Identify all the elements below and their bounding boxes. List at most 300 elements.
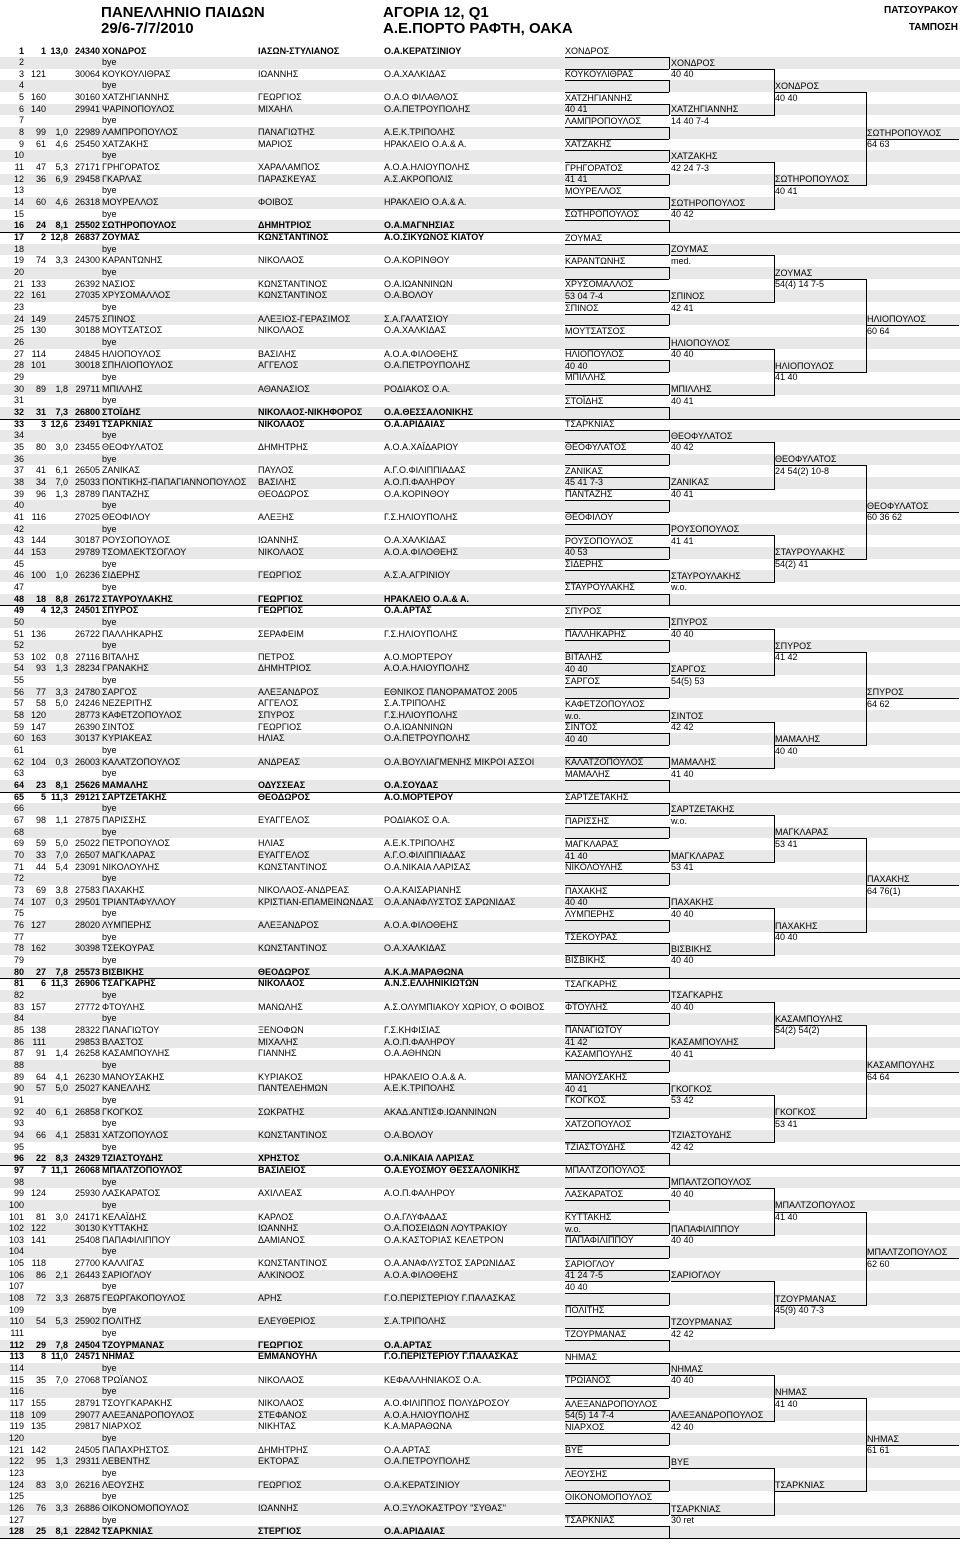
points: 3,0 <box>55 1211 68 1222</box>
bracket-line <box>669 1107 670 1119</box>
rank: 2 <box>40 232 46 243</box>
draw-position: 69 <box>13 838 24 849</box>
bracket-line <box>565 1375 669 1376</box>
player-surname: ΓΡΑΝΑΚΗΣ <box>102 663 149 674</box>
round1-winner: 41 40 <box>565 850 588 861</box>
draw-row <box>0 897 960 909</box>
draw-row <box>0 524 960 536</box>
license-id: 22989 <box>74 127 100 138</box>
player-surname: bye <box>102 675 117 686</box>
points: 3,3 <box>55 1503 68 1513</box>
bracket-line <box>671 302 775 303</box>
license-id: 24246 <box>74 698 100 709</box>
player-surname: bye <box>102 954 117 965</box>
player-surname: bye <box>102 1491 117 1502</box>
bracket-line <box>669 220 670 232</box>
draw-position: 123 <box>8 1468 24 1479</box>
bracket-line <box>775 652 867 653</box>
draw-position: 85 <box>13 1024 24 1035</box>
round1-winner: ΛΑΜΠΡΟΠΟΥΛΟΣ <box>565 115 641 126</box>
player-firstname: ΠΑΝΤΕΛΕΗΜΩΝ <box>258 1083 328 1094</box>
round1-winner: ΘΕΟΦΙΛΟΥ <box>565 512 614 523</box>
bracket-line <box>669 1246 670 1258</box>
license-id: 29853 <box>74 1036 100 1047</box>
bracket-line <box>671 442 775 443</box>
round1-winner: 53 04 7-4 <box>565 290 604 301</box>
draw-position: 2 <box>18 57 24 68</box>
player-club: Α.Ο.Α.ΗΛΙΟΥΠΟΛΗΣ <box>384 162 470 173</box>
player-club: Ο.Α.ΑΡΤΑΣ <box>384 1339 432 1350</box>
round1-winner: ΧΑΤΖΗΓΙΑΝΝΗΣ <box>565 92 633 103</box>
bracket-line <box>565 617 669 618</box>
player-club: Ο.Α.ΓΛΥΦΑΔΑΣ <box>384 1211 448 1222</box>
license-id: 25502 <box>74 220 100 231</box>
bracket-line <box>565 1526 669 1527</box>
draw-position: 14 <box>13 197 24 208</box>
license-id: 30137 <box>74 733 100 744</box>
bracket-line <box>565 1177 669 1178</box>
draw-position: 102 <box>8 1223 24 1234</box>
round1-score: 40 40 <box>671 349 694 360</box>
player-firstname: ΑΘΑΝΑΣΙΟΣ <box>258 383 310 394</box>
draw-row <box>0 1328 960 1340</box>
draw-position: 9 <box>18 138 24 149</box>
draw-row <box>0 1270 960 1282</box>
round1-winner: 40 40 <box>565 663 588 674</box>
draw-position: 96 <box>13 1153 24 1164</box>
points: 4,6 <box>55 138 68 149</box>
rank: 3 <box>40 418 46 429</box>
bracket-line <box>669 733 670 745</box>
bracket-line <box>565 722 669 723</box>
bracket-line <box>671 862 775 863</box>
player-firstname: ΒΑΣΙΛΕΙΟΣ <box>258 1164 306 1175</box>
player-firstname: ΝΙΚΟΛΑΟΣ <box>258 546 304 557</box>
bracket-line <box>669 710 670 722</box>
rank: 59 <box>35 838 46 849</box>
player-surname: ΠΑΧΑΚΗΣ <box>102 885 145 896</box>
bracket-line <box>775 1212 867 1213</box>
player-firstname: ΙΩΑΝΝΗΣ <box>258 1503 299 1513</box>
draw-position: 70 <box>13 850 24 861</box>
rank: 130 <box>30 325 46 336</box>
draw-position: 101 <box>8 1211 24 1222</box>
license-id: 27116 <box>75 651 100 662</box>
bracket-line <box>565 419 669 420</box>
bracket-line <box>565 407 669 408</box>
bracket-line <box>565 127 669 128</box>
draw-position: 11 <box>14 162 24 173</box>
rank: 142 <box>30 1444 46 1455</box>
bracket-line <box>669 1083 670 1095</box>
round1-winner: ΛΕΟΥΣΗΣ <box>565 1468 608 1479</box>
round1-score: 40 40 <box>671 1188 694 1199</box>
rank: 22 <box>35 1153 46 1164</box>
rank: 41 <box>35 465 46 476</box>
player-surname: ΠΑΡΙΣΣΗΣ <box>102 815 147 826</box>
player-firstname: ΔΑΜΙΑΝΟΣ <box>258 1234 306 1245</box>
round1-winner: 40 41 <box>565 104 588 115</box>
bracket-line <box>565 1223 669 1224</box>
draw-row <box>0 792 960 804</box>
round1-winner: ΤΖΙΑΣΤΟΥΔΗΣ <box>565 1142 626 1153</box>
player-surname: bye <box>102 1363 117 1374</box>
bracket-line <box>565 104 669 105</box>
round4-score: 60 64 <box>867 325 890 336</box>
player-surname: bye <box>102 1433 117 1444</box>
player-firstname: ΒΑΣΙΛΗΣ <box>258 476 297 487</box>
rank: 33 <box>35 850 46 861</box>
draw-position: 56 <box>13 686 24 697</box>
player-surname: bye <box>102 1176 117 1187</box>
player-club: Γ.Σ.ΗΛΙΟΥΠΟΛΗΣ <box>384 511 458 522</box>
player-firstname: ΣΕΡΑΦΕΙΜ <box>258 628 304 639</box>
draw-row <box>0 605 960 617</box>
draw-position: 117 <box>9 1398 24 1409</box>
round1-winner: ΧΡΥΣΟΜΑΛΛΟΣ <box>565 279 634 290</box>
bracket-line <box>669 1410 670 1422</box>
player-firstname: ΓΕΩΡΓΙΟΣ <box>258 92 302 103</box>
draw-row <box>0 1281 960 1293</box>
player-surname: ΚΑΝΕΛΛΗΣ <box>102 1083 151 1094</box>
draw-position: 119 <box>9 1421 24 1432</box>
license-id: 25626 <box>74 780 100 791</box>
referee-label-2: ΤΑΜΠΟΣΗ <box>908 22 958 33</box>
draw-row <box>0 1142 960 1154</box>
player-firstname: ΧΡΗΣΤΟΣ <box>258 1153 300 1164</box>
player-surname: ΛΥΜΠΕΡΗΣ <box>102 920 152 930</box>
player-surname: ΣΤΑΥΡΟΥΛΑΚΗΣ <box>102 593 173 604</box>
rank: 98 <box>35 815 46 826</box>
bracket-line <box>565 220 669 221</box>
points: 5,0 <box>55 1083 68 1094</box>
player-club: ΗΡΑΚΛΕΙΟ Ο.Α.& Α. <box>384 197 467 208</box>
bracket-line <box>565 908 669 909</box>
bracket-line <box>671 69 775 70</box>
round1-winner: ΟΙΚΟΝΟΜΟΠΟΥΛΟΣ <box>565 1491 653 1502</box>
round3-score: 41 40 <box>775 1212 798 1222</box>
player-firstname: ΣΤΕΦΑΝΟΣ <box>258 1409 308 1420</box>
player-firstname: ΑΓΓΕΛΟΣ <box>258 698 299 709</box>
bracket-line <box>565 1235 669 1236</box>
round3-winner: ΜΑΜΑΛΗΣ <box>775 733 821 744</box>
bracket-line <box>565 687 669 688</box>
player-surname: bye <box>102 1118 117 1129</box>
draw-row <box>0 1083 960 1095</box>
bracket-line <box>565 1421 669 1422</box>
points: 4,1 <box>55 1071 68 1082</box>
rank: 76 <box>35 1503 46 1513</box>
player-surname: ΜΟΥΤΣΑΤΣΟΣ <box>102 325 163 336</box>
points: 5,3 <box>55 162 68 173</box>
player-surname: bye <box>102 150 117 161</box>
round2-winner: ΖΟΥΜΑΣ <box>671 244 709 255</box>
rank: 116 <box>31 511 46 522</box>
draw-position: 113 <box>9 1351 24 1362</box>
bracket-line <box>669 454 670 466</box>
player-surname: ΣΑΡΙΟΓΛΟΥ <box>102 1269 152 1280</box>
player-club: ΗΡΑΚΛΕΙΟ Ο.Α.& Α. <box>384 138 467 149</box>
points: 3,0 <box>55 1479 68 1490</box>
draw-row <box>0 1165 960 1177</box>
points: 12,8 <box>50 232 68 243</box>
license-id: 25408 <box>74 1234 100 1245</box>
bracket-line <box>565 1095 669 1096</box>
bracket-line <box>669 967 670 979</box>
referee-label: ΠΑΤΣΟΥΡΑΚΟΥ <box>884 5 958 16</box>
player-firstname: ΕΚΤΟΡΑΣ <box>258 1456 300 1467</box>
player-surname: ΝΗΜΑΣ <box>102 1351 135 1362</box>
player-club: Α.Ο.ΞΥΛΟΚΑΣΤΡΟΥ "ΣΥΘΑΣ" <box>384 1503 506 1513</box>
player-club: Γ.Σ.ΗΛΙΟΥΠΟΛΗΣ <box>384 710 458 721</box>
player-club: Γ.Ο.ΠΕΡΙΣΤΕΡΙΟΥ Γ.ΠΑΛΑΣΚΑΣ <box>384 1293 516 1304</box>
draw-position: 92 <box>13 1106 24 1117</box>
rank: 35 <box>35 1374 46 1385</box>
round1-winner: 40 40 <box>565 897 588 908</box>
player-surname: bye <box>102 337 117 347</box>
points: 7,0 <box>55 1374 68 1385</box>
rank: 31 <box>35 406 46 417</box>
round1-winner: ΗΛΙΟΠΟΥΛΟΣ <box>565 349 624 360</box>
round1-winner: ΤΡΩΪΑΝΟΣ <box>565 1375 611 1386</box>
round2-winner: ΤΣΑΡΚΝΙΑΣ <box>671 1503 721 1514</box>
bracket-line <box>671 1328 775 1329</box>
player-surname: bye <box>102 640 117 651</box>
player-surname: ΠΟΛΙΤΗΣ <box>102 1316 142 1327</box>
draw-position: 57 <box>13 698 24 709</box>
player-club: Ο.Α.ΑΡΙΔΑΙΑΣ <box>384 1526 445 1537</box>
player-surname: ΝΙΑΡΧΟΣ <box>102 1421 142 1432</box>
player-surname: bye <box>102 581 117 592</box>
player-club: Α.Ε.Κ.ΤΡΙΠΟΛΗΣ <box>384 1083 455 1094</box>
round1-winner: ΖΟΥΜΑΣ <box>565 232 603 243</box>
draw-position: 40 <box>13 500 24 511</box>
round3-score: 53 41 <box>775 838 798 849</box>
license-id: 28322 <box>74 1024 100 1035</box>
draw-row <box>0 419 960 431</box>
bracket-line <box>565 512 669 513</box>
draw-row <box>0 885 960 897</box>
license-id: 28791 <box>74 1398 100 1409</box>
player-firstname: ΝΙΚΗΤΑΣ <box>258 1421 296 1432</box>
draw-row <box>0 629 960 641</box>
bracket-line <box>565 1107 669 1108</box>
bracket-line <box>565 1433 669 1434</box>
round1-winner: ΒΙΣΒΙΚΗΣ <box>565 955 606 966</box>
player-surname: ΖΑΝΙΚΑΣ <box>102 465 141 476</box>
draw-position: 109 <box>8 1304 24 1315</box>
draw-position: 90 <box>13 1083 24 1094</box>
draw-row <box>0 675 960 687</box>
round1-winner: ΚΑΡΑΝΤΩΝΗΣ <box>565 255 626 266</box>
tournament-dates: 29/6-7/7/2010 <box>101 20 194 37</box>
round1-winner: ΑΛΕΞΑΝΔΡΟΠΟΥΛΟΣ <box>565 1398 658 1409</box>
player-club: Ο.Α.ΚΕΡΑΤΣΙΝΙΟΥ <box>384 1479 460 1490</box>
bracket-line <box>867 512 959 513</box>
player-club: Ο.Α.ΧΑΛΚΙΔΑΣ <box>384 535 447 546</box>
player-firstname: ΜΙΧΑΛΗΣ <box>258 1036 299 1047</box>
round4-winner: ΚΑΣΑΜΠΟΥΛΗΣ <box>867 1060 935 1071</box>
draw-position: 54 <box>13 663 24 674</box>
draw-row <box>0 908 960 920</box>
player-club: Α.Ο.Α.ΦΙΛΟΘΕΗΣ <box>384 546 459 557</box>
rank: 104 <box>30 756 46 767</box>
bracket-line <box>565 675 669 676</box>
player-surname: bye <box>102 302 117 313</box>
rank: 157 <box>30 1001 46 1012</box>
draw-position: 87 <box>13 1048 24 1059</box>
draw-position: 122 <box>8 1456 24 1467</box>
bracket-line <box>565 1037 669 1038</box>
rank: 5 <box>40 791 46 802</box>
bracket-line <box>565 862 669 863</box>
license-id: 24504 <box>74 1339 100 1350</box>
points: 8,8 <box>55 593 68 604</box>
bracket-line <box>565 559 669 560</box>
draw-row <box>0 1002 960 1014</box>
round1-winner: ΠΑΝΑΓΙΩΤΟΥ <box>565 1025 623 1036</box>
player-surname: ΛΑΜΠΡΟΠΟΥΛΟΣ <box>102 127 178 138</box>
player-club: Α.Σ.Α.ΑΓΡΙΝΙΟΥ <box>384 570 451 581</box>
points: 5,4 <box>55 861 68 872</box>
round1-winner: ΣΩΤΗΡΟΠΟΥΛΟΣ <box>565 209 640 220</box>
player-firstname: ΝΙΚΟΛΑΟΣ <box>258 1374 304 1385</box>
bracket-line <box>775 1305 867 1306</box>
draw-position: 115 <box>9 1374 24 1385</box>
player-surname: ΘΕΟΦΙΛΟΥ <box>102 511 151 522</box>
round3-score: 24 54(2) 10-8 <box>775 465 830 476</box>
round2-winner: ΡΟΥΣΟΠΟΥΛΟΣ <box>671 524 740 535</box>
round3-winner: ΚΑΣΑΜΠΟΥΛΗΣ <box>775 1013 843 1024</box>
bracket-line <box>669 1480 670 1492</box>
round1-score: 42 41 <box>671 302 694 313</box>
rank: 91 <box>35 1048 46 1059</box>
player-club: Γ.Σ.ΗΛΙΟΥΠΟΛΗΣ <box>384 628 458 639</box>
points: 0,3 <box>55 756 68 767</box>
draw-position: 60 <box>13 733 24 744</box>
draw-position: 79 <box>13 954 24 965</box>
round3-score: 54(4) 14 7-5 <box>775 279 825 290</box>
player-surname: bye <box>102 1386 117 1397</box>
player-firstname: ΒΑΣΙΛΗΣ <box>258 348 297 359</box>
draw-row <box>0 873 960 885</box>
round1-winner: ΜΟΥΡΕΛΛΟΣ <box>565 185 622 196</box>
license-id: 29121 <box>74 791 100 802</box>
draw-row <box>0 1491 960 1503</box>
draw-position: 86 <box>13 1036 24 1047</box>
draw-row <box>0 1258 960 1270</box>
player-surname: ΓΡΗΓΟΡΑΤΟΣ <box>102 162 160 173</box>
player-firstname: ΘΕΟΔΩΡΟΣ <box>258 791 310 802</box>
round1-winner: w.o. <box>565 1223 582 1234</box>
bracket-line <box>671 395 775 396</box>
draw-position: 25 <box>13 325 24 336</box>
round1-winner: ΓΚΟΓΚΟΣ <box>565 1095 606 1106</box>
rank: 100 <box>30 570 46 581</box>
player-surname: bye <box>102 395 117 406</box>
draw-position: 8 <box>18 127 24 138</box>
bracket-line <box>669 1153 670 1165</box>
round1-winner: 45 41 7-3 <box>565 477 604 488</box>
rank: 114 <box>31 348 46 359</box>
draw-row <box>0 757 960 769</box>
round1-winner: ΘΕΟΦΥΛΑΤΟΣ <box>565 442 627 453</box>
draw-position: 15 <box>13 208 24 219</box>
draw-row <box>0 325 960 337</box>
bracket-line <box>669 570 670 582</box>
draw-row <box>0 1235 960 1247</box>
draw-position: 34 <box>13 430 24 441</box>
draw-row <box>0 768 960 780</box>
round1-winner: ΓΡΗΓΟΡΑΤΟΣ <box>565 162 623 173</box>
player-surname: ΚΑΡΑΝΤΩΝΗΣ <box>102 255 163 266</box>
draw-row <box>0 1375 960 1387</box>
rank: 124 <box>30 1188 46 1199</box>
bracket-line <box>565 535 669 536</box>
points: 7,8 <box>55 966 68 977</box>
bracket-line <box>565 745 669 746</box>
player-surname: bye <box>102 500 117 511</box>
player-firstname: ΙΩΑΝΝΗΣ <box>258 1223 299 1234</box>
rank: 155 <box>30 1398 46 1409</box>
bracket-line <box>565 477 669 478</box>
bracket-line <box>669 337 670 349</box>
bracket-line <box>565 1281 669 1282</box>
round1-winner: ΜΠΙΛΛΗΣ <box>565 372 606 383</box>
points: 3,0 <box>55 441 68 452</box>
category-label: ΑΓΟΡΙΑ 12, Q1 <box>383 4 489 21</box>
draw-position: 116 <box>9 1386 24 1397</box>
player-club: Ο.Α.ΑΘΗΝΩΝ <box>384 1048 442 1059</box>
bracket-line <box>565 384 669 385</box>
player-firstname: ΚΩΝΣΤΑΝΤΙΝΟΣ <box>258 232 329 243</box>
player-firstname: ΠΑΡΑΣΚΕΥΑΣ <box>258 173 317 184</box>
bracket-line <box>669 803 670 815</box>
round4-winner: ΘΕΟΦΥΛΑΤΟΣ <box>867 500 929 511</box>
player-club: Α.Ο.Α.ΗΛΙΟΥΠΟΛΗΣ <box>384 663 470 674</box>
bracket-line <box>565 1328 669 1329</box>
player-firstname: ΑΛΚΙΝΟΟΣ <box>258 1269 305 1280</box>
draw-position: 125 <box>8 1491 24 1502</box>
bracket-line <box>565 290 669 291</box>
draw-position: 126 <box>8 1503 24 1513</box>
round1-winner: 40 40 <box>565 1281 588 1292</box>
license-id: 25573 <box>74 966 100 977</box>
draw-row <box>0 1188 960 1200</box>
bracket-line <box>565 990 669 991</box>
points: 1,3 <box>55 1456 68 1467</box>
rank: 153 <box>30 546 46 557</box>
points: 6,1 <box>55 465 68 476</box>
license-id: 30187 <box>74 535 100 546</box>
player-firstname: ΑΛΕΞΙΟΣ-ΓΕΡΑΣΙΜΟΣ <box>258 313 351 324</box>
bracket-line <box>565 232 669 233</box>
draw-position: 75 <box>13 908 24 919</box>
player-club: Α.Ο.ΜΟΡΤΕΡΟΥ <box>384 791 454 802</box>
draw-position: 100 <box>8 1199 24 1210</box>
draw-position: 108 <box>8 1293 24 1304</box>
player-club: ΡΟΔΙΑΚΟΣ Ο.Α. <box>384 815 451 826</box>
points: 1,3 <box>55 663 68 674</box>
player-firstname: ΠΑΥΛΟΣ <box>258 465 294 476</box>
license-id: 26230 <box>74 1071 100 1082</box>
bracket-line <box>671 1142 775 1143</box>
round2-winner: ΧΟΝΔΡΟΣ <box>671 57 716 68</box>
round1-winner: ΜΠΑΛΤΖΟΠΟΥΛΟΣ <box>565 1165 646 1176</box>
player-surname: bye <box>102 208 117 219</box>
draw-row <box>0 115 960 127</box>
player-firstname: ΕΛΕΥΘΕΡΙΟΣ <box>258 1316 316 1327</box>
